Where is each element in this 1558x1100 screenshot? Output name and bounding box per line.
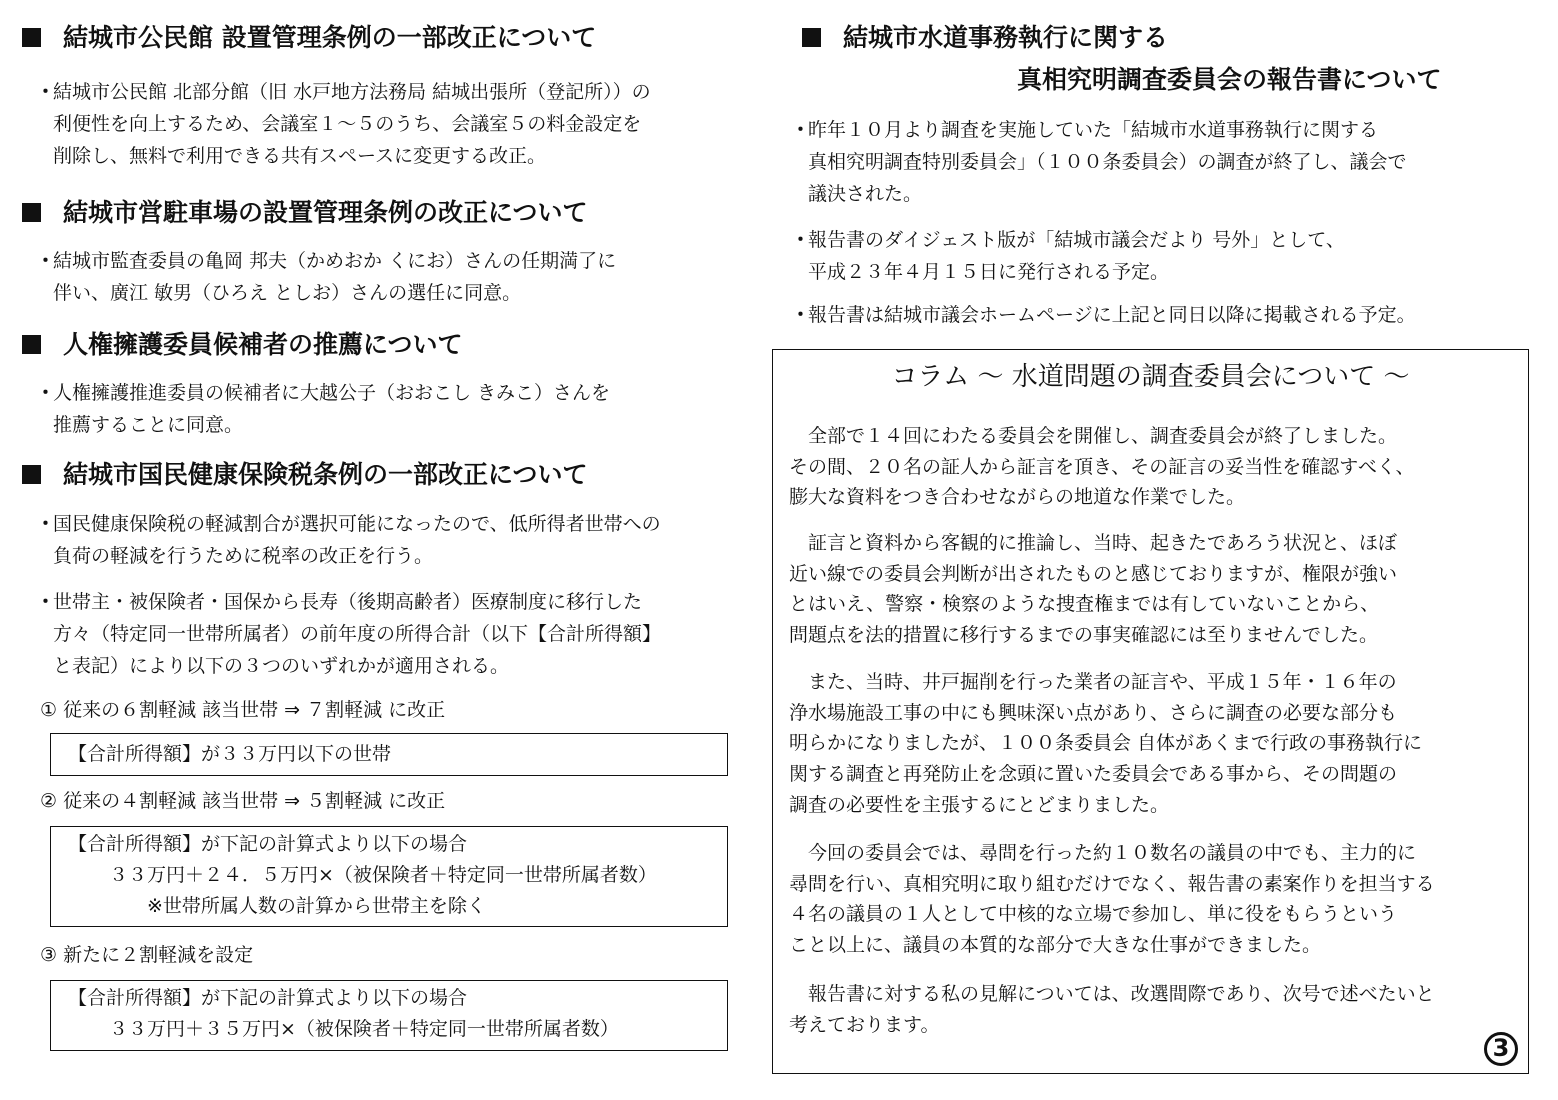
- square-bullet-icon: [802, 28, 821, 47]
- bullet-parking: ・ 結城市監査委員の亀岡 邦夫（かめおか くにお）さんの任期満了に 伴い、廣江 敏男（ひろえ としお）さんの選任に同意。: [36, 250, 617, 304]
- bullet-health-insurance-1: ・ 国民健康保険税の軽減割合が選択可能になったので、低所得者世帯への 負荷の軽減を行うために税率の改正を行う。: [36, 513, 661, 567]
- water-bullet-3: ・ 報告書は結城市議会ホームページに上記と同日以降に掲載される予定。: [791, 304, 1416, 326]
- square-bullet-icon: [22, 335, 41, 354]
- bullet-human-rights: ・ 人権擁護推進委員の候補者に大越公子（おおこし きみこ）さんを 推薦することに同意。: [36, 382, 611, 436]
- column-box: [772, 349, 1529, 1074]
- bullet-health-insurance-2: ・ 世帯主・被保険者・国保から長寿（後期高齢者）医療制度に移行した 方々（特定同一世帯所属者）の前年度の所得合計（以下【合計所得額】 と表記）により以下の３つのいずれかが適用される。: [36, 591, 662, 677]
- bullet-kominkan: ・ 結城市公民館 北部分館（旧 水戸地方法務局 結城出張所（登記所））の 利便性を向上するため、会議室１～５のうち、会議室５の料金設定を 削除し、無料で利用できる共有スペースに変更する改正。: [36, 81, 651, 167]
- condition-box-2: 【合計所得額】が下記の計算式より以下の場合 ３３万円＋２４．５万円×（被保険者＋特定同一世帯所属者数） ※世帯所属人数の計算から世帯主を除く: [50, 826, 728, 927]
- section-heading-kominkan: 結城市公民館 設置管理条例の一部改正について: [22, 22, 596, 54]
- square-bullet-icon: [22, 465, 41, 484]
- column-paragraph-5: 報告書に対する私の見解については、改選間際であり、次号で述べたいと 考えております。: [789, 983, 1435, 1036]
- section-heading-health-insurance: 結城市国民健康保険税条例の一部改正について: [22, 459, 588, 491]
- water-bullet-2: ・ 報告書のダイジェスト版が「結城市議会だより 号外」として、 平成２３年４月１５日に発行される予定。: [791, 229, 1345, 283]
- page-number: 3: [1484, 1032, 1518, 1066]
- reduction-item-3: ③ 新たに２割軽減を設定: [40, 944, 254, 966]
- column-paragraph-2: 証言と資料から客観的に推論し、当時、起きたであろう状況と、ほぼ 近い線での委員会判断が出されたものと感じておりますが、権限が強い とはいえ、警察・検察のような捜査権までは有していないことから、 問題点を法的措置に移行するまでの事実確認には至りませんでした。: [789, 532, 1398, 647]
- column-paragraph-1: 全部で１４回にわたる委員会を開催し、調査委員会が終了しました。 その間、２０名の証人から証言を頂き、その証言の妥当性を確認すべく、 膨大な資料をつき合わせながらの地道な作業でした。: [789, 425, 1415, 509]
- column-paragraph-4: 今回の委員会では、尋問を行った約１０数名の議員の中でも、主力的に 尋問を行い、真相究明に取り組むだけでなく、報告書の素案作りを担当する ４名の議員の１人として中核的な立場で参加し、単に役をもらうという こと以上に、議員の本質的な部分で大きな仕事ができました。: [789, 842, 1435, 957]
- column-paragraph-3: また、当時、井戸掘削を行った業者の証言や、平成１５年・１６年の 浄水場施設工事の中にも興味深い点があり、さらに調査の必要な部分も 明らかになりましたが、１００条委員会 自体があくまで行政の事務執行に 関する調査と再発防止を念頭に置いた委員会である事から、その問題の 調査の必要性を主張するにとどまりました。: [789, 671, 1423, 816]
- square-bullet-icon: [22, 28, 41, 47]
- condition-box-1: 【合計所得額】が３３万円以下の世帯: [50, 733, 728, 776]
- column-title: コラム ～ 水道問題の調査委員会について ～: [891, 362, 1410, 392]
- water-heading-line1: 結城市水道事務執行に関する: [802, 22, 1168, 54]
- section-heading-parking: 結城市営駐車場の設置管理条例の改正について: [22, 197, 588, 229]
- water-heading-line2: 真相究明調査委員会の報告書について: [1017, 65, 1442, 94]
- reduction-item-2: ② 従来の４割軽減 該当世帯 ⇒ ５割軽減 に改正: [40, 790, 446, 812]
- reduction-item-1: ① 従来の６割軽減 該当世帯 ⇒ ７割軽減 に改正: [40, 699, 446, 721]
- section-heading-human-rights: 人権擁護委員候補者の推薦について: [22, 329, 463, 361]
- condition-box-3: 【合計所得額】が下記の計算式より以下の場合 ３３万円＋３５万円×（被保険者＋特定同一世帯所属者数）: [50, 980, 728, 1051]
- square-bullet-icon: [22, 203, 41, 222]
- water-bullet-1: ・ 昨年１０月より調査を実施していた「結城市水道事務執行に関する 真相究明調査特別委員会」（１００条委員会）の調査が終了し、議会で 議決された。: [791, 119, 1407, 205]
